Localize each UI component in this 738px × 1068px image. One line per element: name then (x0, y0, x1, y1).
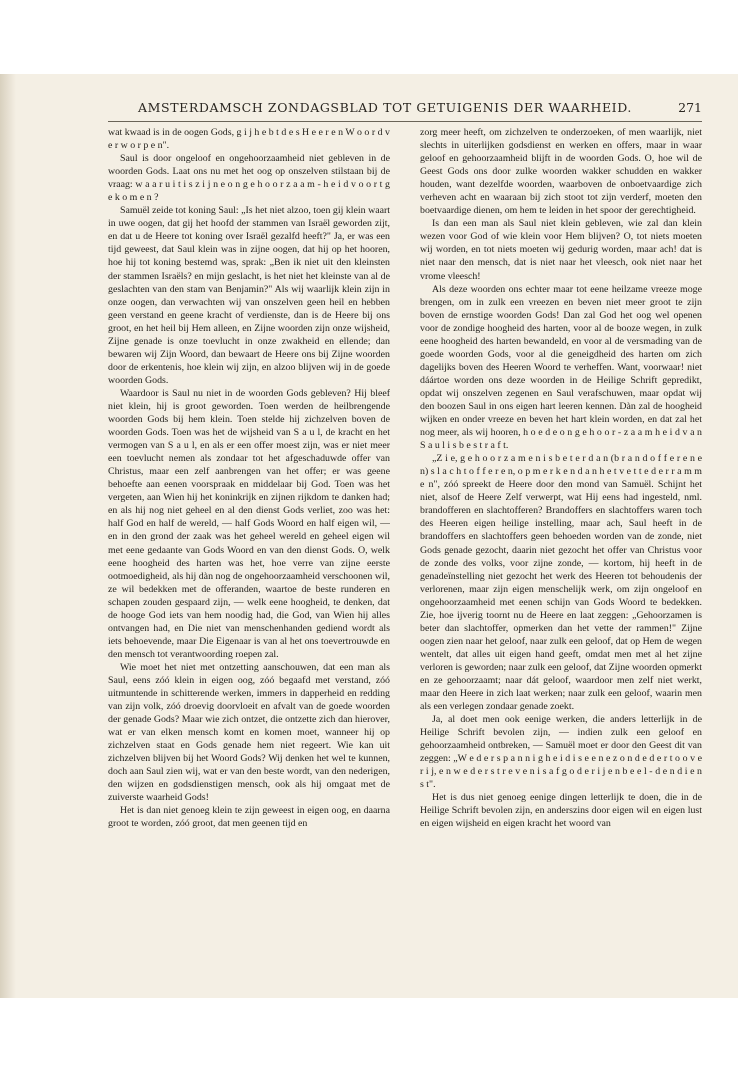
paragraph: Is dan een man als Saul niet klein gebleven, wie zal dan klein wezen voor God of wie klein voor Hem blijven? O, tot niets moeten wij worden, en tot niets moeten wij gedurig worden, maar ach! dat is niet naar den mensch, dat is niet naar het vleesch, ook niet naar het vrome vleesch! (420, 218, 702, 282)
paragraph: Waardoor is Saul nu niet in de woorden Gods gebleven? Hij bleef niet klein, hij is groot geworden. Toen werden de heilbrengende woorden Gods bij hem klein. Toen stelde hij zichzelven boven de woorden Gods. Toen was het de wijsheid van S a u l, de kracht en het vermogen van S a u l, en als er een offer moest zijn, was er niet meer een toevlucht nemen als zondaar tot het afgeschaduwde offer van Christus, maar een zelf aanbrengen van het offer; er was geene behoefte aan eenen voorspraak en middelaar bij God. Toen was het vergeten, aan Wien hij het koninkrijk en zijnen rijkdom te danken had; en als hij nog niet geheel en al den dienst Gods verliet, zoo was het: half God en half de wereld, — half Gods Woord en half eigen wil, — en in den grond der zaak was het geheel wereld en geheel eigen wil met eene gedaante van Gods Woord en van den dienst Gods. O, welk eene hoogheid des harten was het, hoe verre van zijne eerste ootmoedigheid, als hij dàn nog de ongehoorzaamheid verschoonen wil, ze wil bedekken met de offeranden, waartoe de beste runderen en schapen zouden gespaard zijn, — welk eene hoogheid, te denken, dat de hooge God iets van hem noodig had, die God, van Wien hij alles ontvangen had, en Die niet van menschenhanden gediend wordt als iets behoevende, maar Die Eigenaar is van al het ons toevertrouwde en den mensch tot verantwoording roepen zal. (108, 387, 390, 660)
paragraph: Wie moet het niet met ontzetting aanschouwen, dat een man als Saul, eens zóó klein in eigen oog, zóó begaafd met verstand, zóó uitmuntende in schitterende werken, immers in dapperheid en redding van zijn volk, zóó droevig doorvloeit en afvalt van de goede woorden der genade Gods? Maar wie zich ontzet, die ontzette zich dan hierover, wat er van elken mensch komt en komen moet, wanneer hij op zichzelven staat en Gods genade hem niet regeert. Wie kan uit zichzelven blijven bij het Woord Gods? Wij denken het wel te kunnen, doch aan Saul zien wij, wat er van den beste wordt, van den nederigen, den wijzen en godsdienstigen mensch, ook als hij omgaat met de zuiverste waarheid Gods! (108, 661, 390, 804)
paragraph: Samuël zeide tot koning Saul: „Is het niet alzoo, toen gij klein waart in uwe oogen, dat gij het hoofd der stammen van Israël geworden zijt, en dat u de Heere tot koning over Israël gezalfd heeft?" Ja, er was een tijd geweest, dat Saul klein was in zijne oogen, dat hij op het hooren, hoe hij tot koning bestemd was, sprak: „Ben ik niet uit den kleinsten der stammen Israëls? en mijn geslacht, is het niet het kleinste van al de geslachten van den stam van Benjamin?" Als wij waarlijk klein zijn in onze oogen, dan verwachten wij van onszelven geen heil en hebben geen verstand en geene kracht of verdienste, dan is de Heere bij ons groot, en het heil bij Hem alleen, en Zijne woorden zijn onze wijsheid, Zijne genade is onze toevlucht in onze zwakheid en ellende; dan bewaren wij Zijn Woord, dan bewaart de Heere ons bij Zijne woorden door de erkentenis, hoe klein wij zijn, en alzoo blijven wij in de goede woorden Gods. (108, 205, 390, 386)
header-rule (108, 121, 702, 122)
paragraph: zorg meer heeft, om zichzelven te onderzoeken, of men waarlijk, niet slechts in uiterlijken godsdienst en werken en offers, maar in waar geloof en gehoorzaamheid blijft in de woorden Gods. O, hoe wil de Geest Gods ons door zulke woorden wakker schudden en wakker houden, want dezelfde woorden, waarboven de onboetvaardige zich verheven acht en waaraan bij zich stoot tot zijn verderf, moeten den boetvaardige dienen, om hem te leiden in het spoor der gerechtigheid. (420, 127, 702, 217)
page-header (108, 100, 702, 118)
page-number: 271 (678, 100, 702, 115)
paragraph: Ja, al doet men ook eenige werken, die anders letterlijk in de Heilige Schrift bevolen zijn, — indien zulk een geloof en gehoorzaamheid ontbreken, — Samuël moet er door den Geest dit van zeggen: „W e d e r s p a n n i g h e i d i s e e n e z o n d e d e r t o o v e r i j, e n w e d e r s t r e v e n i s a f g o d e r i j e n b e e l - d e n d i e n s t". (420, 714, 702, 791)
left-column (108, 126, 390, 971)
paragraph: Saul is door ongeloof en ongehoorzaamheid niet gebleven in de woorden Gods. Laat ons nu met het oog op onszelven stilstaan bij de vraag: w a a r u i t i s z i j n e o n g e h o o r z a a m - h e i d v o o r t g e k o m e n ? (108, 153, 390, 204)
paragraph: wat kwaad is in de oogen Gods, g i j h e b t d e s H e e r e n W o o r d v e r w o r p e n". (108, 127, 390, 152)
paragraph: Het is dus niet genoeg eenige dingen letterlijk te doen, die in de Heilige Schrift bevolen zijn, en anderszins door eigen wil en eigen lust en eigen wijsheid en eigen kracht het woord van (420, 792, 702, 830)
right-column (420, 126, 702, 971)
paragraph: Als deze woorden ons echter maar tot eene heilzame vreeze moge brengen, om in zulk een vreezen en beven niet meer groot te zijn boven de ernstige woorden Gods! Dan zal God het oog wel openen voor de zondige hoogheid des harten, voor al de booze wegen, in zulk eene hoogheid des harten bewandeld, en voor al de versmading van de goede woorden Gods, voor al die geneigdheid des harten om zich dagelijks boven des Heeren Woord te verheffen. Want, voorwaar! niet dáártoe worden ons deze woorden in de Heilige Schrift gepredikt, opdat wij onszelven zegenen en Saul verafschuwen, maar opdat wij den boozen Saul in ons eigen hart leeren kennen. Dàn zal de hoogheid wijken en onder vreeze en beven het hart klein worden, en dat zal het nog meer, als wij hooren, h o e d e o n g e h o o r - z a a m h e i d v a n S a u l i s b e s t r a f t. (420, 283, 702, 452)
running-title: AMSTERDAMSCH ZONDAGSBLAD TOT GETUIGENIS DER WAARHEID. (138, 100, 632, 115)
paragraph: Het is dan niet genoeg klein te zijn geweest in eigen oog, en daarna groot te worden, zóó groot, dat men geenen tijd en (108, 805, 390, 830)
paragraph: „Z i e, g e h o o r z a m e n i s b e t e r d a n (b r a n d o f f e r e n e n) s l a c h t o f f e r e n, o p m e r k e n d a n h e t v e t t e d e r r a m m e n", zóó spreekt de Heere door den mond van Samuël. Schijnt het niet, alsof de Heere Zelf verwerpt, wat Hij eens had ingesteld, nml. brandofferen en slachtofferen? Brandoffers en slachtoffers waren toch des Heeren eigen heilige instelling, maar ach, Saul heeft in de brandoffers en slachtoffers geen behoeden worden van de zonde, niet Gods genade gezocht, daarin niet gezocht het offer van Christus voor de zonde des volks, voor zijne zonde, — kortom, hij heeft in de genadeïnstelling niet gezocht het werk des Heeren tot behoudenis der verlorenen, maar zijn eigen menschelijk werk, om zijn ongeloof en ongehoorzaamheid met eenen schijn van Gods Woord te bedekken. Zie, hoe ijverig toornt nu de Heere en laat zeggen: „Gehoorzamen is beter dan slachtoffer, opmerken dan het vette der rammen!" Zijne oogen zien naar het geloof, naar zulk een geloof, dat op Hem de wegen wentelt, dat alles uit eigen hand geeft, omdat men met al het zijne verloren is geworden; naar zulk een geloof, dat Zijne woorden opmerkt en ze gehoorzaamt; naar dát geloof, waardoor men zelf niet werkt, maar den Heere in zich laat werken; naar zulk een geloof, waarin men als een verlegen zondaar genade zoekt. (420, 453, 702, 713)
